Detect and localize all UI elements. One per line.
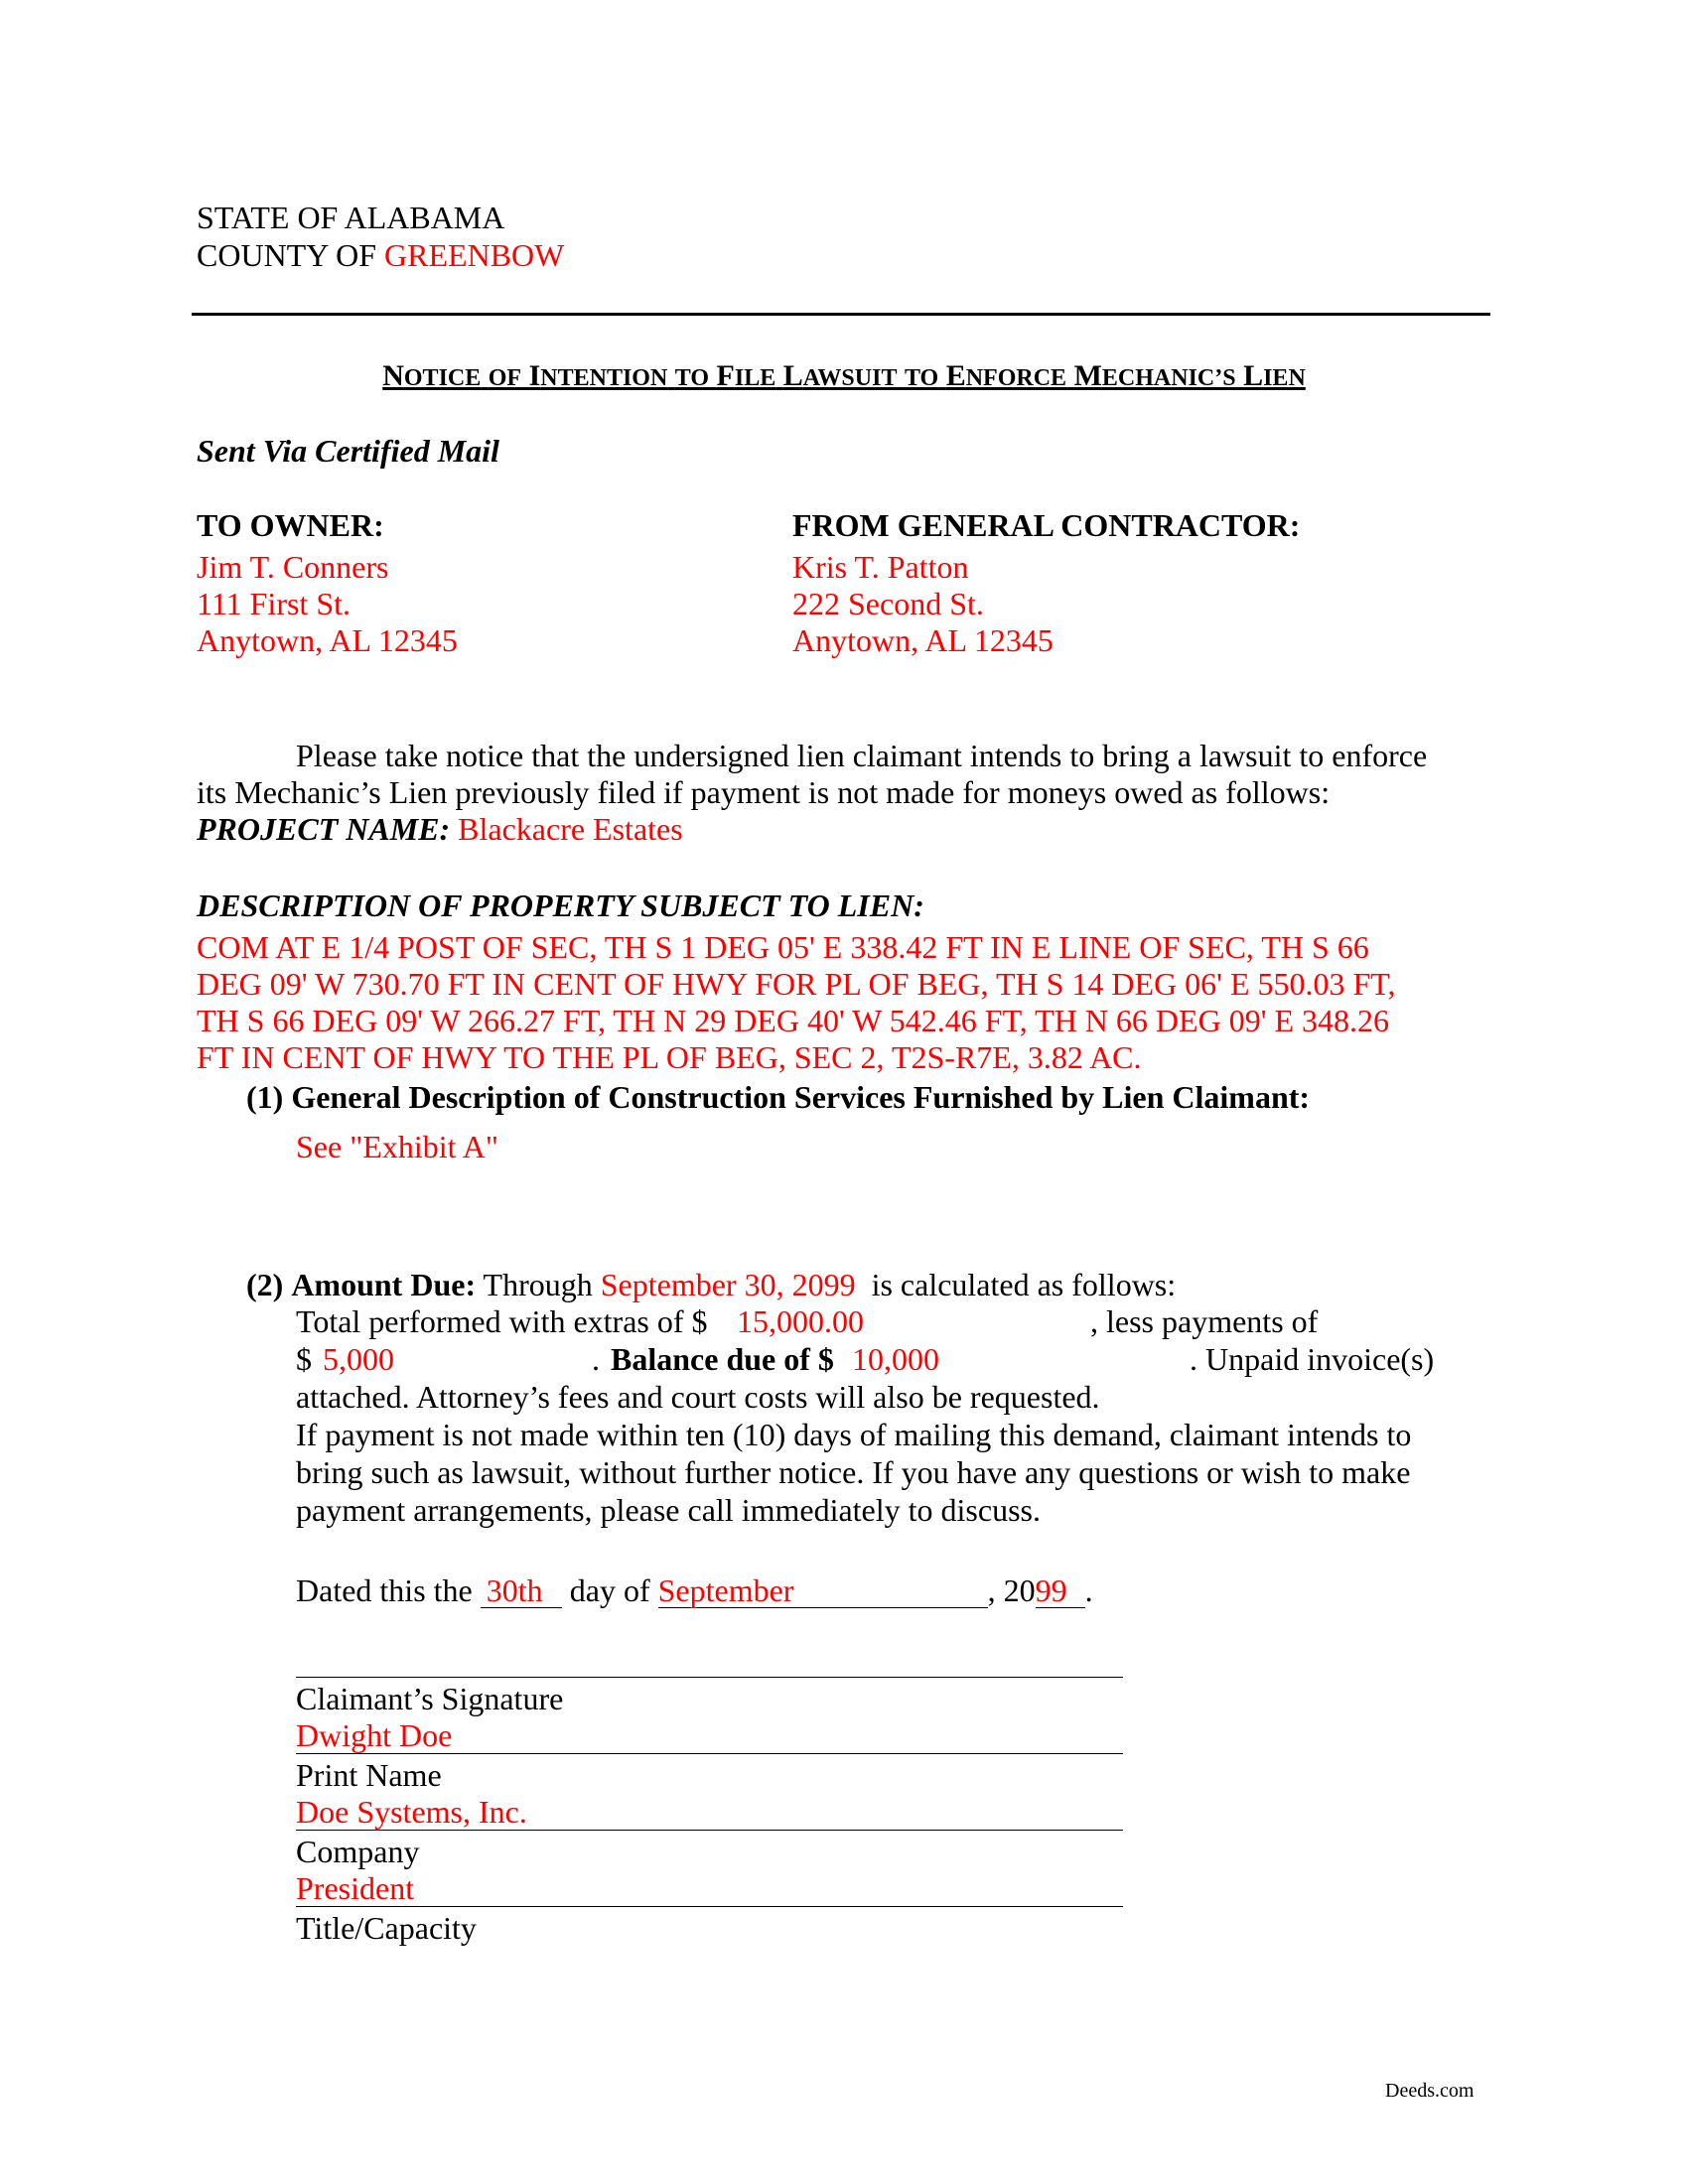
signature-line [296,1677,1123,1678]
title-word: MECHANIC’S [1073,359,1236,392]
title-line [296,1906,1123,1907]
footer-brand: Deeds.com [1385,2080,1475,2102]
county-name: GREENBOW [384,237,565,273]
payments-dollar: $ [296,1341,312,1377]
property-line: FT IN CENT OF HWY TO THE PL OF BEG, SEC 2, T2S-R7E, 3.82 AC. [197,1039,1142,1075]
less-payments: , less payments of [1090,1303,1319,1339]
title-word: TO [674,365,710,391]
owner-label: TO OWNER: [197,507,384,543]
total-amount: 15,000.00 [737,1303,864,1339]
section2-calc: is calculated as follows: [871,1267,1177,1302]
contractor-name: Kris T. Patton [792,549,969,585]
day-blank [481,1573,562,1608]
contractor-street: 222 Second St. [792,586,984,621]
title-word: ENFORCE [945,359,1067,392]
title-word: OF [488,365,522,391]
section1-heading-line [246,1078,1310,1116]
company-line [296,1830,1123,1831]
intro-line-1: Please take notice that the undersigned lien claimant intends to bring a lawsuit to enforce [296,738,1428,773]
section2-heading: Amount Due: [291,1267,477,1302]
property-line: COM AT E 1/4 POST OF SEC, TH S 1 DEG 05' E 338.42 FT IN E LINE OF SEC, TH S 66 [197,929,1369,965]
warning-line: If payment is not made within ten (10) days of mailing this demand, claimant intends to [296,1417,1412,1452]
intro-line-2: its Mechanic’s Lien previously filed if payment is not made for moneys owed as follows: [197,774,1331,810]
county-line [197,236,564,274]
contractor-city: Anytown, AL 12345 [792,622,1054,658]
dated-month: September [657,1572,794,1608]
owner-city: Anytown, AL 12345 [197,622,458,658]
company-label: Company [296,1834,420,1869]
title-capacity-label: Title/Capacity [296,1910,477,1946]
dated-line [296,1571,1093,1609]
project-name: Blackacre Estates [458,811,683,847]
month-blank [658,1573,988,1608]
dated-day-of: day of [569,1572,650,1608]
title-word: LIEN [1243,359,1306,392]
total-prefix: Total performed with extras of $ [296,1303,708,1339]
attached-text: attached. Attorney’s fees and court costs will also be requested. [296,1379,1100,1415]
balance-label: Balance due of $ [611,1341,834,1377]
payments-period: . [592,1341,600,1377]
state-line: STATE OF ALABAMA [197,200,505,235]
dated-year-prefix: , 20 [987,1572,1036,1608]
section2-number: (2) [246,1267,284,1302]
section2-heading-line [246,1266,1176,1303]
header-divider [192,313,1490,316]
signature-label: Claimant’s Signature [296,1681,564,1716]
warning-line: bring such as lawsuit, without further notice. If you have any questions or wish to make [296,1454,1411,1490]
property-label: DESCRIPTION OF PROPERTY SUBJECT TO LIEN: [197,887,924,923]
section1-number: (1) [246,1079,284,1115]
title-value: President [296,1870,415,1906]
property-line: DEG 09' W 730.70 FT IN CENT OF HWY FOR PL OF BEG, TH S 14 DEG 06' E 550.03 FT, [197,966,1396,1002]
section2-through: Through [483,1267,593,1302]
county-prefix: COUNTY OF [197,237,385,273]
year-blank [1036,1573,1085,1608]
dated-year: 99 [1035,1572,1067,1608]
dated-end: . [1084,1572,1093,1608]
warning-line: payment arrangements, please call immediately to discuss. [296,1492,1041,1528]
document-title [0,357,1688,397]
title-word: TO [904,365,939,391]
owner-street: 111 First St. [197,586,351,621]
payments-amount: 5,000 [323,1341,394,1377]
property-line: TH S 66 DEG 09' W 266.27 FT, TH N 29 DEG 40' W 542.46 FT, TH N 66 DEG 09' E 348.26 [197,1003,1389,1038]
print-name-line [296,1753,1123,1754]
title-word: LAWSUIT [782,359,898,392]
sent-via: Sent Via Certified Mail [197,433,499,469]
project-line [197,810,683,848]
company-value: Doe Systems, Inc. [296,1794,527,1830]
dated-day: 30th [486,1572,543,1608]
title-word: FILE [716,359,776,392]
dated-prefix: Dated this the [296,1572,473,1608]
section1-heading: General Description of Construction Services Furnished by Lien Claimant: [291,1079,1311,1115]
section2-through-date: September 30, 2099 [600,1267,856,1302]
owner-name: Jim T. Conners [197,549,389,585]
balance-amount: 10,000 [852,1341,939,1377]
print-name-label: Print Name [296,1757,442,1793]
contractor-label: FROM GENERAL CONTRACTOR: [792,507,1301,543]
title-word: INTENTION [528,359,668,392]
title-word: NOTICE [382,359,482,392]
print-name-value: Dwight Doe [296,1717,453,1753]
project-label: PROJECT NAME: [197,811,451,847]
section1-value: See "Exhibit A" [296,1129,498,1164]
unpaid-invoices: . Unpaid invoice(s) [1190,1341,1435,1377]
